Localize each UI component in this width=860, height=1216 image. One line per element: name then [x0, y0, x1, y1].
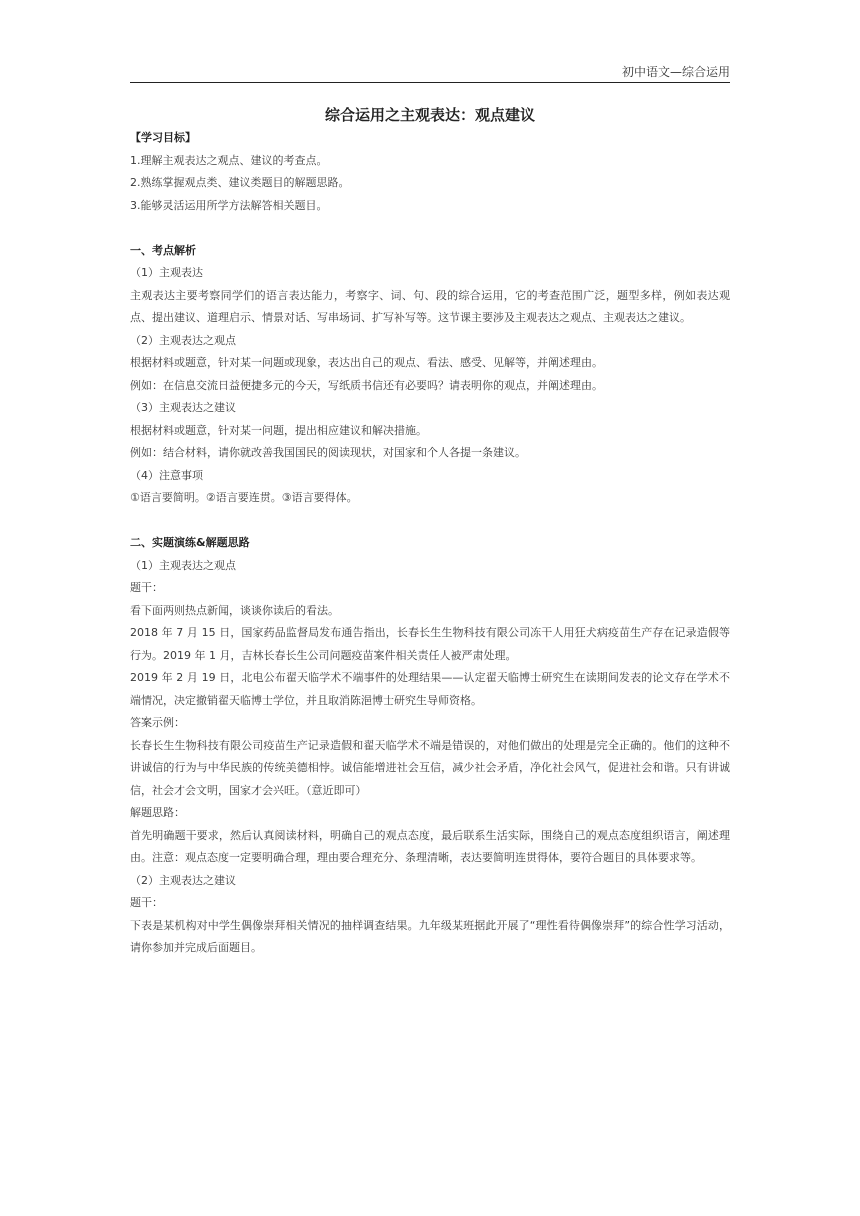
- example-paragraph: 例如：结合材料，请你就改善我国国民的阅读现状，对国家和个人各提一条建议。: [130, 446, 526, 459]
- objective-item: 2.熟练掌握观点类、建议类题目的解题思路。: [130, 176, 350, 189]
- example-paragraph: 例如：在信息交流日益便捷多元的今天，写纸质书信还有必要吗？请表明你的观点，并阐述理由。: [130, 378, 603, 392]
- answer-label: 答案示例：: [130, 716, 185, 729]
- section-heading: 一、考点解析: [130, 243, 196, 257]
- subsection-heading: （3）主观表达之建议: [130, 401, 236, 414]
- running-header: 初中语文—综合运用: [621, 65, 730, 79]
- answer-paragraph: 长春长生生物科技有限公司疫苗生产记录造假和翟天临学术不端是错误的，对他们做出的处理是完全正确的。他们的这种不讲诚信的行为与中华民族的传统美德相悖。诚信能增进社会互信，减少社会矛盾，净化社会风气，促进社会和谐。只有讲诚信，社会才会文明，国家才会兴旺。（意近即可）: [130, 738, 730, 797]
- subsection-heading: （1）主观表达: [130, 266, 203, 279]
- document-page: [130, 0, 730, 1216]
- paragraph: ①语言要简明。②语言要连贯。③语言要得体。: [130, 491, 358, 504]
- objectives-heading: 【学习目标】: [130, 131, 196, 144]
- section-heading: 二、实题演练&解题思路: [130, 536, 250, 549]
- subsection-heading: （2）主观表达之观点: [130, 333, 236, 347]
- thinking-label: 解题思路：: [130, 806, 185, 819]
- subsection-heading: （2）主观表达之建议: [130, 873, 236, 887]
- spacer: [130, 217, 730, 240]
- spacer: [130, 510, 730, 533]
- stem-label: 题干：: [130, 581, 163, 594]
- paragraph: 下表是某机构对中学生偶像崇拜相关情况的抽样调查结果。九年级某班据此开展了“理性看待偶像崇拜”的综合性学习活动，请你参加并完成后面题目。: [130, 918, 730, 954]
- document-body: [130, 127, 730, 960]
- thinking-paragraph: 首先明确题干要求，然后认真阅读材料，明确自己的观点态度，最后联系生活实际，围绕自己的观点态度组织语言，阐述理由。注意：观点态度一定要明确合理，理由要合理充分、条理清晰，表达要简明连贯得体，要符合题目的具体要求等。: [130, 828, 730, 864]
- objective-item: 1.理解主观表达之观点、建议的考查点。: [130, 153, 328, 167]
- news-paragraph: 2018 年 7 月 15 日，国家药品监督局发布通告指出，长春长生生物科技有限公司冻干人用狂犬病疫苗生产存在记录造假等行为。2019 年 1 月，吉林长春长生公司问题疫苗案件相关责任人被严肃处理。: [130, 626, 730, 662]
- news-paragraph: 2019 年 2 月 19 日，北电公布翟天临学术不端事件的处理结果——认定翟天临博士研究生在读期间发表的论文存在学术不端情况，决定撤销翟天临博士学位，并且取消陈浥博士研究生导师资格。: [130, 671, 730, 707]
- subsection-heading: （1）主观表达之观点: [130, 558, 236, 572]
- header-divider: [130, 82, 730, 83]
- paragraph: 主观表达主要考察同学们的语言表达能力，考察字、词、句、段的综合运用，它的考查范围广泛，题型多样，例如表达观点、提出建议、道理启示、情景对话、写串场词、扩写补写等。这节课主要涉及主观表达之观点、主观表达之建议。: [130, 288, 730, 324]
- stem-label: 题干：: [130, 896, 163, 909]
- paragraph: 根据材料或题意，针对某一问题或现象，表达出自己的观点、看法、感受、见解等，并阐述理由。: [130, 356, 603, 369]
- subsection-heading: （4）注意事项: [130, 468, 203, 482]
- objective-item: 3.能够灵活运用所学方法解答相关题目。: [130, 198, 328, 212]
- paragraph: 根据材料或题意，针对某一问题，提出相应建议和解决措施。: [130, 423, 427, 437]
- document-title: 综合运用之主观表达：观点建议: [324, 106, 535, 124]
- paragraph: 看下面两则热点新闻，谈谈你读后的看法。: [130, 603, 339, 617]
